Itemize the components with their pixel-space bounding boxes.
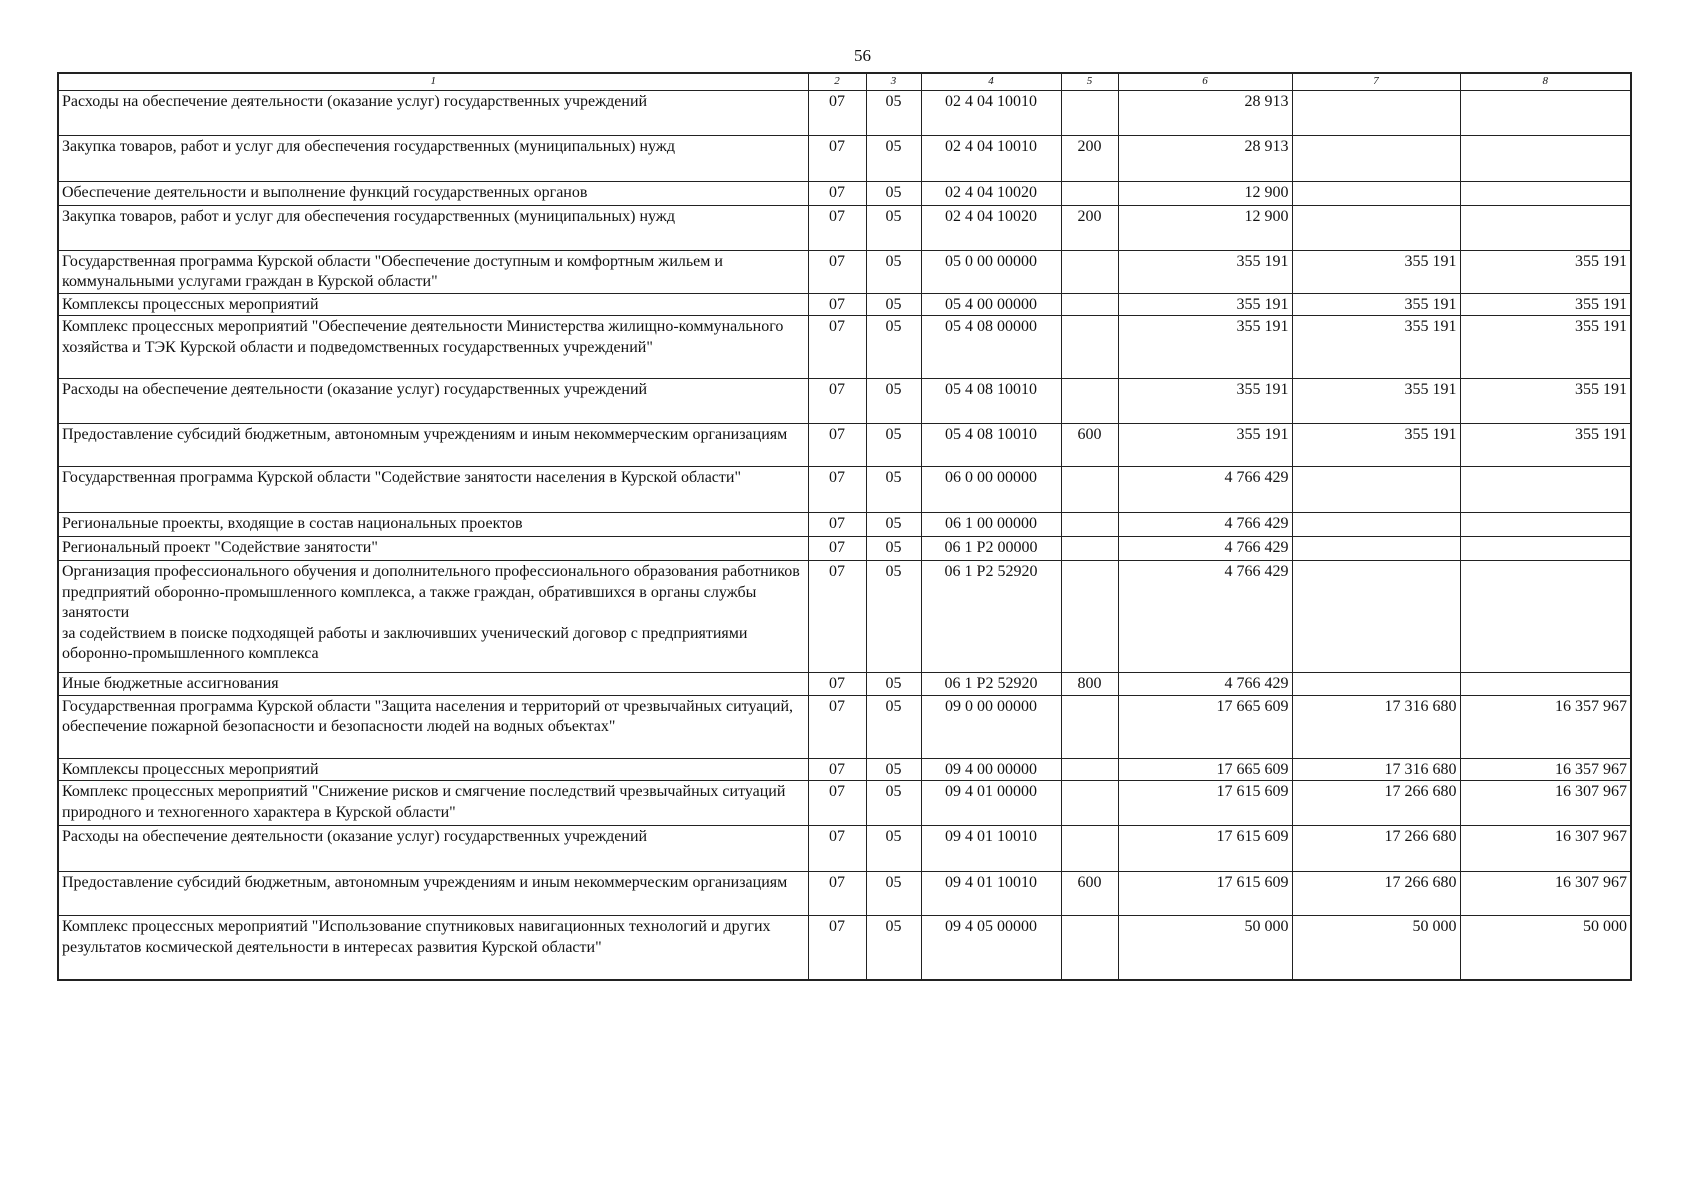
- table-row: [58, 424, 1631, 467]
- table-row: [58, 916, 1631, 980]
- subsection-code: 05: [866, 316, 921, 379]
- target-article-code: 02 4 04 10010: [921, 136, 1061, 182]
- amount-year-3: 355 191: [1460, 316, 1631, 379]
- item-name: Государственная программа Курской области "Содействие занятости населения в Курской области": [58, 467, 808, 513]
- table-row: [58, 182, 1631, 206]
- amount-year-2: [1292, 561, 1460, 673]
- expense-type-code: [1061, 758, 1118, 780]
- amount-year-1: 50 000: [1118, 916, 1292, 980]
- column-number-row: [58, 73, 1631, 91]
- amount-year-1: 355 191: [1118, 316, 1292, 379]
- table-row: [58, 467, 1631, 513]
- table-row: [58, 872, 1631, 916]
- section-code: 07: [808, 537, 866, 561]
- target-article-code: 06 1 P2 00000: [921, 537, 1061, 561]
- column-header: 5: [1061, 73, 1118, 91]
- budget-table: [57, 72, 1632, 981]
- subsection-code: 05: [866, 758, 921, 780]
- amount-year-3: 50 000: [1460, 916, 1631, 980]
- amount-year-2: [1292, 206, 1460, 251]
- amount-year-2: [1292, 136, 1460, 182]
- subsection-code: 05: [866, 695, 921, 758]
- expense-type-code: [1061, 561, 1118, 673]
- table-row: [58, 673, 1631, 695]
- subsection-code: 05: [866, 379, 921, 424]
- amount-year-2: [1292, 537, 1460, 561]
- amount-year-1: 4 766 429: [1118, 561, 1292, 673]
- target-article-code: 05 4 08 10010: [921, 379, 1061, 424]
- amount-year-2: 17 316 680: [1292, 758, 1460, 780]
- page-number: 56: [854, 46, 871, 65]
- column-header: 3: [866, 73, 921, 91]
- expense-type-code: [1061, 826, 1118, 872]
- table-row: [58, 91, 1631, 136]
- target-article-code: 06 1 P2 52920: [921, 561, 1061, 673]
- expense-type-code: [1061, 513, 1118, 537]
- table-row: [58, 206, 1631, 251]
- table-row: [58, 695, 1631, 758]
- amount-year-1: 17 615 609: [1118, 781, 1292, 826]
- subsection-code: 05: [866, 424, 921, 467]
- target-article-code: 02 4 04 10020: [921, 206, 1061, 251]
- target-article-code: 05 4 00 00000: [921, 294, 1061, 316]
- amount-year-3: 16 357 967: [1460, 695, 1631, 758]
- amount-year-1: 355 191: [1118, 424, 1292, 467]
- amount-year-2: [1292, 467, 1460, 513]
- amount-year-1: 355 191: [1118, 251, 1292, 294]
- section-code: 07: [808, 182, 866, 206]
- item-name: Региональные проекты, входящие в состав национальных проектов: [58, 513, 808, 537]
- table-body: [58, 91, 1631, 980]
- subsection-code: 05: [866, 916, 921, 980]
- target-article-code: 09 4 01 10010: [921, 872, 1061, 916]
- amount-year-3: [1460, 206, 1631, 251]
- item-name: Расходы на обеспечение деятельности (оказание услуг) государственных учреждений: [58, 826, 808, 872]
- item-name: Обеспечение деятельности и выполнение функций государственных органов: [58, 182, 808, 206]
- amount-year-2: 355 191: [1292, 294, 1460, 316]
- amount-year-3: [1460, 673, 1631, 695]
- amount-year-3: 355 191: [1460, 294, 1631, 316]
- amount-year-1: 355 191: [1118, 379, 1292, 424]
- target-article-code: 02 4 04 10020: [921, 182, 1061, 206]
- amount-year-2: 17 316 680: [1292, 695, 1460, 758]
- amount-year-2: 355 191: [1292, 379, 1460, 424]
- expense-type-code: [1061, 91, 1118, 136]
- expense-type-code: [1061, 182, 1118, 206]
- expense-type-code: 600: [1061, 424, 1118, 467]
- amount-year-2: [1292, 673, 1460, 695]
- expense-type-code: 600: [1061, 872, 1118, 916]
- section-code: 07: [808, 673, 866, 695]
- section-code: 07: [808, 424, 866, 467]
- amount-year-2: 17 266 680: [1292, 781, 1460, 826]
- section-code: 07: [808, 379, 866, 424]
- item-name: Расходы на обеспечение деятельности (оказание услуг) государственных учреждений: [58, 91, 808, 136]
- table-row: [58, 379, 1631, 424]
- subsection-code: 05: [866, 872, 921, 916]
- column-header: 7: [1292, 73, 1460, 91]
- item-name: Предоставление субсидий бюджетным, автономным учреждениям и иным некоммерческим организациям: [58, 424, 808, 467]
- subsection-code: 05: [866, 537, 921, 561]
- section-code: 07: [808, 781, 866, 826]
- subsection-code: 05: [866, 251, 921, 294]
- expense-type-code: [1061, 916, 1118, 980]
- amount-year-3: 16 357 967: [1460, 758, 1631, 780]
- amount-year-3: 16 307 967: [1460, 781, 1631, 826]
- column-header: 1: [58, 73, 808, 91]
- table-row: [58, 513, 1631, 537]
- target-article-code: 05 4 08 10010: [921, 424, 1061, 467]
- amount-year-2: [1292, 91, 1460, 136]
- item-name: Закупка товаров, работ и услуг для обеспечения государственных (муниципальных) нужд: [58, 136, 808, 182]
- amount-year-1: 17 665 609: [1118, 758, 1292, 780]
- amount-year-1: 4 766 429: [1118, 537, 1292, 561]
- amount-year-3: [1460, 561, 1631, 673]
- table-row: [58, 781, 1631, 826]
- section-code: 07: [808, 561, 866, 673]
- amount-year-2: 355 191: [1292, 424, 1460, 467]
- expense-type-code: [1061, 251, 1118, 294]
- section-code: 07: [808, 826, 866, 872]
- amount-year-1: 4 766 429: [1118, 673, 1292, 695]
- amount-year-3: 355 191: [1460, 424, 1631, 467]
- expense-type-code: [1061, 537, 1118, 561]
- amount-year-3: 16 307 967: [1460, 826, 1631, 872]
- target-article-code: 09 4 01 00000: [921, 781, 1061, 826]
- target-article-code: 09 4 01 10010: [921, 826, 1061, 872]
- item-name: Закупка товаров, работ и услуг для обеспечения государственных (муниципальных) нужд: [58, 206, 808, 251]
- section-code: 07: [808, 916, 866, 980]
- amount-year-1: 4 766 429: [1118, 467, 1292, 513]
- amount-year-1: 28 913: [1118, 91, 1292, 136]
- amount-year-2: [1292, 182, 1460, 206]
- subsection-code: 05: [866, 467, 921, 513]
- amount-year-3: 16 307 967: [1460, 872, 1631, 916]
- item-name: Расходы на обеспечение деятельности (оказание услуг) государственных учреждений: [58, 379, 808, 424]
- amount-year-2: 355 191: [1292, 251, 1460, 294]
- target-article-code: 09 4 05 00000: [921, 916, 1061, 980]
- subsection-code: 05: [866, 91, 921, 136]
- amount-year-3: 355 191: [1460, 379, 1631, 424]
- column-header: 4: [921, 73, 1061, 91]
- expense-type-code: [1061, 379, 1118, 424]
- subsection-code: 05: [866, 136, 921, 182]
- item-name: Региональный проект "Содействие занятости": [58, 537, 808, 561]
- section-code: 07: [808, 467, 866, 513]
- expense-type-code: [1061, 467, 1118, 513]
- amount-year-1: 4 766 429: [1118, 513, 1292, 537]
- section-code: 07: [808, 206, 866, 251]
- subsection-code: 05: [866, 561, 921, 673]
- item-name: Организация профессионального обучения и дополнительного профессионального образования работников предприятий оборонно-промышленного комплекса, а также граждан, обратившихся в органы службы занятости за содействием в поиске подходящей работы и заключивших ученический договор с предприятиями оборонно-промышленного комплекса: [58, 561, 808, 673]
- item-name: Государственная программа Курской области "Обеспечение доступным и комфортным жильем и коммунальными услугами граждан в Курской области": [58, 251, 808, 294]
- table-row: [58, 251, 1631, 294]
- section-code: 07: [808, 758, 866, 780]
- item-name: Иные бюджетные ассигнования: [58, 673, 808, 695]
- amount-year-2: 50 000: [1292, 916, 1460, 980]
- item-name: Государственная программа Курской области "Защита населения и территорий от чрезвычайных ситуаций, обеспечение пожарной безопасности и безопасности людей на водных объектах": [58, 695, 808, 758]
- target-article-code: 06 1 00 00000: [921, 513, 1061, 537]
- amount-year-3: [1460, 91, 1631, 136]
- item-name: Комплекс процессных мероприятий "Обеспечение деятельности Министерства жилищно-коммунального хозяйства и ТЭК Курской области и подведомственных государственных учреждений": [58, 316, 808, 379]
- item-name: Комплекс процессных мероприятий "Снижение рисков и смягчение последствий чрезвычайных ситуаций природного и техногенного характера в Курской области": [58, 781, 808, 826]
- section-code: 07: [808, 513, 866, 537]
- amount-year-3: [1460, 513, 1631, 537]
- subsection-code: 05: [866, 513, 921, 537]
- subsection-code: 05: [866, 206, 921, 251]
- column-header: 8: [1460, 73, 1631, 91]
- amount-year-1: 17 665 609: [1118, 695, 1292, 758]
- table-row: [58, 758, 1631, 780]
- amount-year-2: [1292, 513, 1460, 537]
- item-name: Комплексы процессных мероприятий: [58, 758, 808, 780]
- amount-year-1: 355 191: [1118, 294, 1292, 316]
- amount-year-1: 17 615 609: [1118, 872, 1292, 916]
- section-code: 07: [808, 695, 866, 758]
- table-row: [58, 537, 1631, 561]
- amount-year-1: 12 900: [1118, 206, 1292, 251]
- expense-type-code: 200: [1061, 136, 1118, 182]
- amount-year-2: 17 266 680: [1292, 872, 1460, 916]
- expense-type-code: [1061, 294, 1118, 316]
- subsection-code: 05: [866, 182, 921, 206]
- column-header: 2: [808, 73, 866, 91]
- subsection-code: 05: [866, 826, 921, 872]
- item-name: Комплексы процессных мероприятий: [58, 294, 808, 316]
- table-row: [58, 316, 1631, 379]
- section-code: 07: [808, 872, 866, 916]
- section-code: 07: [808, 251, 866, 294]
- target-article-code: 02 4 04 10010: [921, 91, 1061, 136]
- expense-type-code: 200: [1061, 206, 1118, 251]
- subsection-code: 05: [866, 294, 921, 316]
- column-header: 6: [1118, 73, 1292, 91]
- target-article-code: 09 4 00 00000: [921, 758, 1061, 780]
- amount-year-1: 28 913: [1118, 136, 1292, 182]
- expense-type-code: 800: [1061, 673, 1118, 695]
- amount-year-1: 12 900: [1118, 182, 1292, 206]
- amount-year-2: 17 266 680: [1292, 826, 1460, 872]
- amount-year-1: 17 615 609: [1118, 826, 1292, 872]
- amount-year-3: [1460, 467, 1631, 513]
- section-code: 07: [808, 316, 866, 379]
- target-article-code: 05 0 00 00000: [921, 251, 1061, 294]
- target-article-code: 06 0 00 00000: [921, 467, 1061, 513]
- target-article-code: 09 0 00 00000: [921, 695, 1061, 758]
- amount-year-3: [1460, 537, 1631, 561]
- table-row: [58, 561, 1631, 673]
- amount-year-3: [1460, 136, 1631, 182]
- table-row: [58, 826, 1631, 872]
- subsection-code: 05: [866, 781, 921, 826]
- item-name: Предоставление субсидий бюджетным, автономным учреждениям и иным некоммерческим организациям: [58, 872, 808, 916]
- expense-type-code: [1061, 695, 1118, 758]
- amount-year-3: [1460, 182, 1631, 206]
- item-name: Комплекс процессных мероприятий "Использование спутниковых навигационных технологий и других результатов космической деятельности в интересах развития Курской области": [58, 916, 808, 980]
- expense-type-code: [1061, 316, 1118, 379]
- amount-year-2: 355 191: [1292, 316, 1460, 379]
- section-code: 07: [808, 136, 866, 182]
- section-code: 07: [808, 91, 866, 136]
- table-row: [58, 294, 1631, 316]
- amount-year-3: 355 191: [1460, 251, 1631, 294]
- target-article-code: 06 1 P2 52920: [921, 673, 1061, 695]
- section-code: 07: [808, 294, 866, 316]
- subsection-code: 05: [866, 673, 921, 695]
- expense-type-code: [1061, 781, 1118, 826]
- table-row: [58, 136, 1631, 182]
- target-article-code: 05 4 08 00000: [921, 316, 1061, 379]
